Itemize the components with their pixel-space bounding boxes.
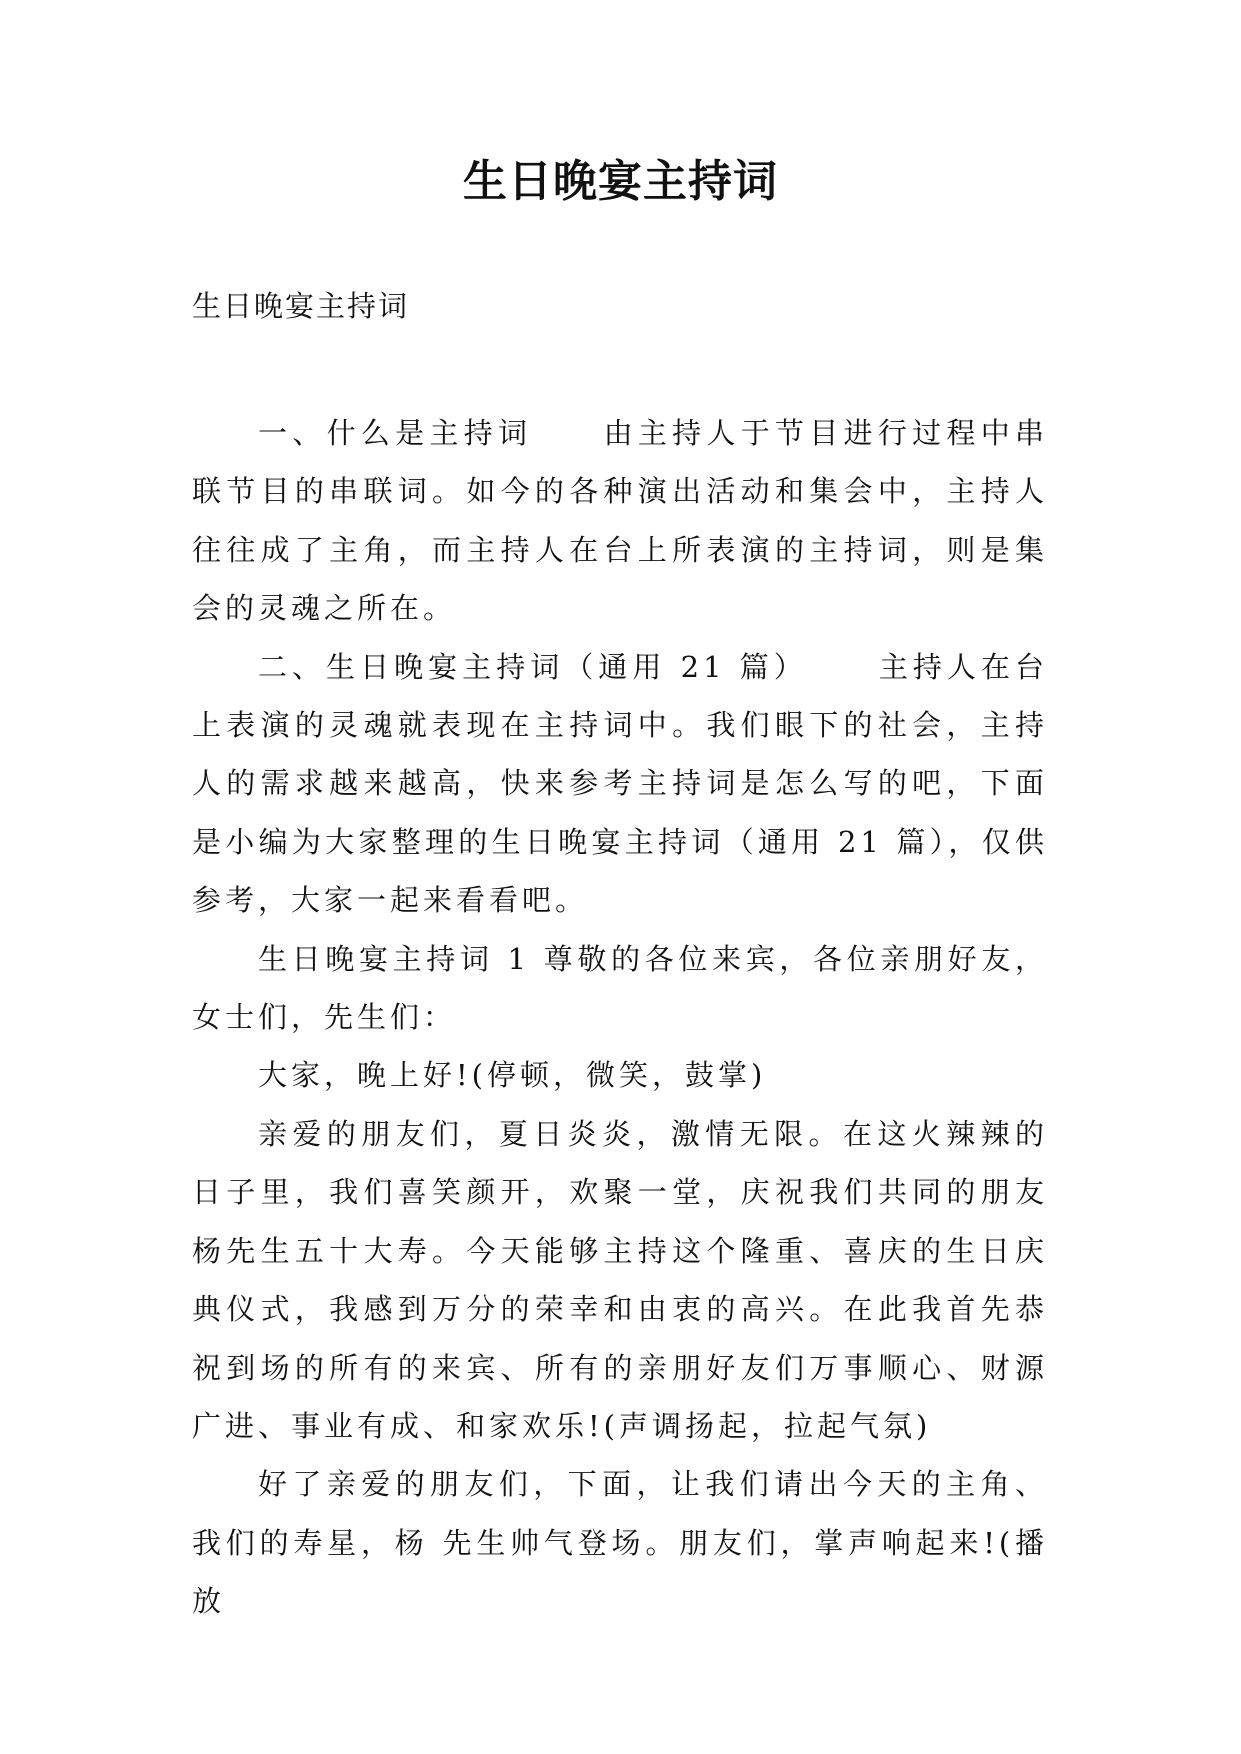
paragraph-introduce-host: [192, 1455, 1048, 1630]
paragraph-text: 好了亲爱的朋友们，下面，让我们请出今天的主角、我们的寿星，杨 先生帅气登场。朋友们，掌声响起来!(播放: [192, 1467, 1048, 1619]
paragraph-text: 主持人在台上表演的灵魂就表现在主持词中。我们眼下的社会，主持人的需求越来越高，快来参考主持词是怎么写的吧，下面是小编为大家整理的生日晚宴主持词（通用 21 篇），仅供参考，大家一起来看看吧。: [192, 649, 1048, 918]
paragraph-good-evening: [192, 1046, 1048, 1104]
document-subtitle: 生日晚宴主持词: [192, 289, 410, 323]
paragraph-lead: 二、生日晚宴主持词（通用 21 篇）: [258, 649, 808, 684]
paragraph-lead: 一、什么是主持词: [258, 416, 533, 450]
paragraph-greeting: [192, 930, 1048, 1047]
paragraph-what-is-host-script: [192, 404, 1048, 638]
paragraph-text: 大家，晚上好!(停顿，微笑，鼓掌): [258, 1058, 767, 1093]
paragraph-intro: [192, 638, 1048, 930]
document-body: [192, 404, 1048, 1631]
paragraph-celebration: [192, 1105, 1048, 1455]
document-title: 生日晚宴主持词: [463, 156, 778, 207]
paragraph-text: 由主持人于节目进行过程中串联节目的串联词。如今的各种演出活动和集会中，主持人往往成了主角，而主持人在台上所表演的主持词，则是集会的灵魂之所在。: [192, 416, 1048, 626]
paragraph-text: 生日晚宴主持词 1 尊敬的各位来宾，各位亲朋好友，女士们，先生们：: [192, 941, 1048, 1035]
paragraph-text: 亲爱的朋友们，夏日炎炎，激情无限。在这火辣辣的日子里，我们喜笑颜开，欢聚一堂，庆祝我们共同的朋友杨先生五十大寿。今天能够主持这个隆重、喜庆的生日庆典仪式，我感到万分的荣幸和由衷的高兴。在此我首先恭祝到场的所有的来宾、所有的亲朋好友们万事顺心、财源广进、事业有成、和家欢乐!(声调扬起，拉起气氛): [192, 1116, 1048, 1443]
